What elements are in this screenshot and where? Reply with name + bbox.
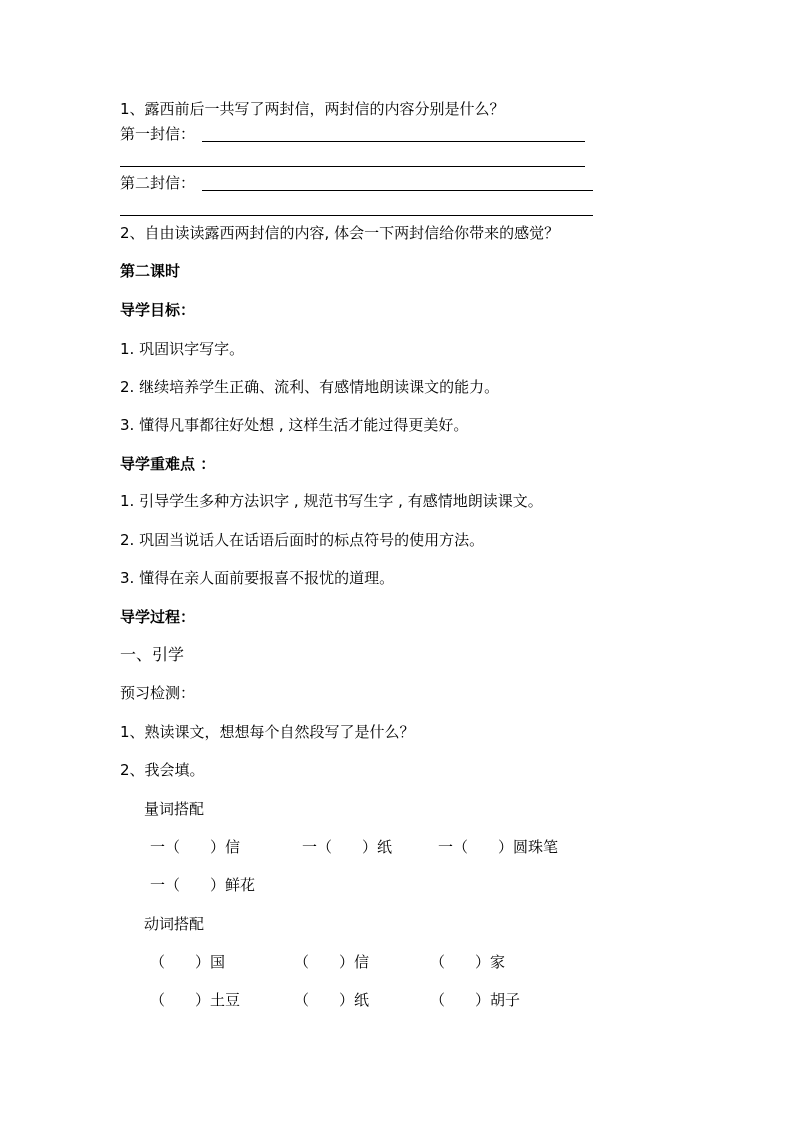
letter-1-label: 第一封信： xyxy=(120,125,196,143)
verbs-heading: 动词搭配 xyxy=(144,915,205,933)
goals-heading: 导学目标： xyxy=(120,301,196,319)
process-heading: 导学过程： xyxy=(120,608,196,626)
lesson-title: 第二课时 xyxy=(120,262,181,280)
letter-2-answer-line-2 xyxy=(120,215,593,216)
letter-2-answer-line xyxy=(202,190,593,191)
difficulty-item: 1. 引导学生多种方法识字 , 规范书写生字 , 有感情地朗读课文。 xyxy=(120,492,543,510)
letter-1-answer-line xyxy=(202,141,585,142)
verb-item: （ ）土豆 xyxy=(150,991,241,1009)
measure-words-heading: 量词搭配 xyxy=(144,800,205,818)
measure-word-item: 一（ ）鲜花 xyxy=(150,876,256,894)
preview-question-1: 1、熟读课文，想想每个自然段写了是什么？ xyxy=(120,723,415,741)
measure-word-item: 一（ ）圆珠笔 xyxy=(438,838,559,856)
preview-question-2: 2、我会填。 xyxy=(120,761,205,779)
verb-item: （ ）信 xyxy=(294,953,370,971)
goal-item: 3. 懂得凡事都往好处想 , 这样生活才能过得更美好。 xyxy=(120,416,469,434)
measure-word-item: 一（ ）纸 xyxy=(302,838,393,856)
difficulty-heading: 导学重难点 ： xyxy=(120,455,216,473)
difficulty-item: 3. 懂得在亲人面前要报喜不报忧的道理。 xyxy=(120,569,395,587)
preview-label: 预习检测： xyxy=(120,684,196,702)
verb-item: （ ）胡子 xyxy=(430,991,521,1009)
part-1-heading: 一、引学 xyxy=(120,645,185,664)
question-2: 2、自由读读露西两封信的内容, 体会一下两封信给你带来的感觉？ xyxy=(120,224,560,242)
verb-item: （ ）纸 xyxy=(294,991,370,1009)
verb-item: （ ）家 xyxy=(430,953,506,971)
difficulty-item: 2. 巩固当说话人在话语后面时的标点符号的使用方法。 xyxy=(120,531,485,549)
question-1: 1、露西前后一共写了两封信，两封信的内容分别是什么？ xyxy=(120,100,505,118)
verb-item: （ ）国 xyxy=(150,953,226,971)
goal-item: 1. 巩固识字写字。 xyxy=(120,340,245,358)
letter-2-label: 第二封信： xyxy=(120,174,196,192)
letter-1-answer-line-2 xyxy=(120,166,585,167)
goal-item: 2. 继续培养学生正确、流利、有感情地朗读课文的能力。 xyxy=(120,378,500,396)
measure-word-item: 一（ ）信 xyxy=(150,838,241,856)
